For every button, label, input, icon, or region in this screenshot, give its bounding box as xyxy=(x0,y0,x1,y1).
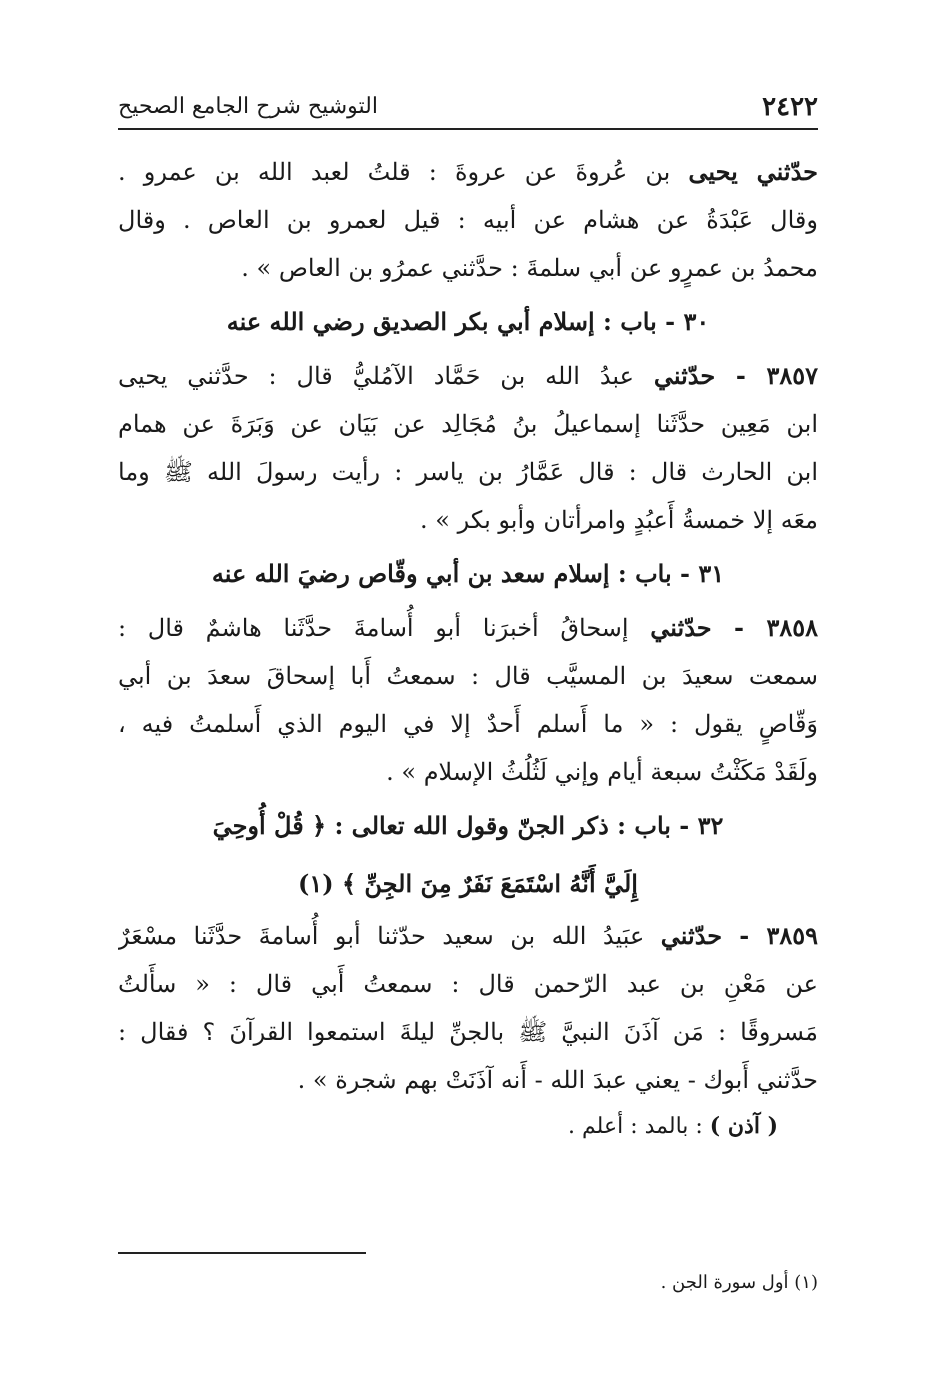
line-text: وَقّاصٍ يقول : « ما أَسلم أَحدٌ إلا في اليوم الذي أَسلمتُ فيه ، xyxy=(118,710,818,738)
line-text: عبَيدُ الله بن سعيد حدّثنا أبو أُسامةَ حدَّثَنا مسْعَرٌ xyxy=(118,922,661,950)
footnote-rule xyxy=(118,1252,366,1254)
line-text: معَه إلا خمسةُ أَعبُدٍ وامرأتان وأبو بكر » . xyxy=(420,506,818,534)
chapter-heading: ٣٢ - باب : ذكر الجنّ وقول الله تعالى : ﴿ قُلْ أُوحِيَ xyxy=(212,811,724,840)
line-text: مَسروقًا : مَن آذَنَ النبيَّ ﷺ بالجنِّ ليلةَ استمعوا القرآنَ ؟ فقال : xyxy=(118,1018,818,1046)
chapter-heading: ٣١ - باب : إسلام سعد بن أبي وقّاص رضيَ الله عنه xyxy=(211,559,725,588)
hadith-lead: ٣٨٥٩ - حدّثني xyxy=(660,921,818,950)
page-header xyxy=(118,88,818,128)
line-text: ابن الحارث قال : قال عَمَّارُ بن ياسر : رأيت رسولَ الله ﷺ وما xyxy=(118,458,818,486)
text-line xyxy=(118,960,818,1008)
text-line xyxy=(118,352,818,400)
line-text: حدَّثني أَبوك - يعني عبدَ الله - أَنه آذَنَتْ بهم شجرة » . xyxy=(297,1066,818,1094)
definition-text: : بالمد : أعلم . xyxy=(568,1114,710,1139)
book-page xyxy=(118,0,818,1381)
text-line xyxy=(118,604,818,652)
running-title: التوشيح شرح الجامع الصحيح xyxy=(118,94,378,119)
hadith-lead: ٣٨٥٧ - حدّثني xyxy=(653,361,818,390)
header-rule xyxy=(118,128,818,130)
line-text: عن مَعْنِ بن عبد الرّحمن قال : سمعتُ أَبي قال : « سأَلتُ xyxy=(118,970,818,998)
line-text: وقال عَبْدَةُ عن هشام عن أبيه : قيل لعمرو بن العاص . وقال xyxy=(118,206,818,234)
hadith-lead: ٣٨٥٨ - حدّثني xyxy=(650,613,818,642)
line-text: ولَقَدْ مَكَثْتُ سبعة أيام وإني لَثُلُثُ الإسلام » . xyxy=(386,758,818,786)
text-line xyxy=(118,400,818,448)
line-text: عبدُ الله بن حَمَّاد الآمُليُّ قال : حدَّثني يحيى xyxy=(118,362,654,390)
text-line xyxy=(118,196,818,244)
text-line xyxy=(118,700,818,748)
chapter-heading: إِلَيَّ أَنَّهُ اسْتَمَعَ نَفَرٌ مِنَ الجِنِّ ﴾ (١) xyxy=(298,869,638,898)
word-definition xyxy=(118,1104,818,1149)
text-line xyxy=(118,912,818,960)
hadith-lead: حدّثني يحيى xyxy=(688,157,818,186)
chapter-heading: ٣٠ - باب : إسلام أبي بكر الصديق رضي الله عنه xyxy=(226,307,710,336)
text-line xyxy=(118,652,818,700)
footnote: (١) أول سورة الجن . xyxy=(660,1272,818,1293)
line-text: سمعت سعيدَ بن المسيَّب قال : سمعتُ أَبا إسحاقَ سعدَ بن أبي xyxy=(118,662,818,690)
text-line xyxy=(118,244,818,292)
defined-term: ( آذن ) xyxy=(709,1113,778,1139)
text-line xyxy=(118,748,818,796)
line-text: بن عُروةَ عن عروةَ : قلتُ لعبد الله بن عمرو . xyxy=(118,158,689,186)
text-line xyxy=(118,448,818,496)
page-number: ٢٤٢٢ xyxy=(762,92,818,122)
text-body xyxy=(118,148,818,1149)
line-text: إسحاقُ أخبرَنا أبو أُسامةَ حدَّثَنا هاشمٌ قال : xyxy=(118,614,651,642)
text-line xyxy=(118,1008,818,1056)
line-text: ابن مَعِين حدَّثَنا إسماعيلُ بنُ مُجَالِد عن بَيَان عن وَبَرَةَ عن همام xyxy=(118,410,818,438)
text-line xyxy=(118,148,818,196)
text-line xyxy=(118,1056,818,1104)
text-line xyxy=(118,496,818,544)
line-text: محمدُ بن عمرٍو عن أبي سلمةَ : حدَّثني عمرُو بن العاص » . xyxy=(241,254,818,282)
